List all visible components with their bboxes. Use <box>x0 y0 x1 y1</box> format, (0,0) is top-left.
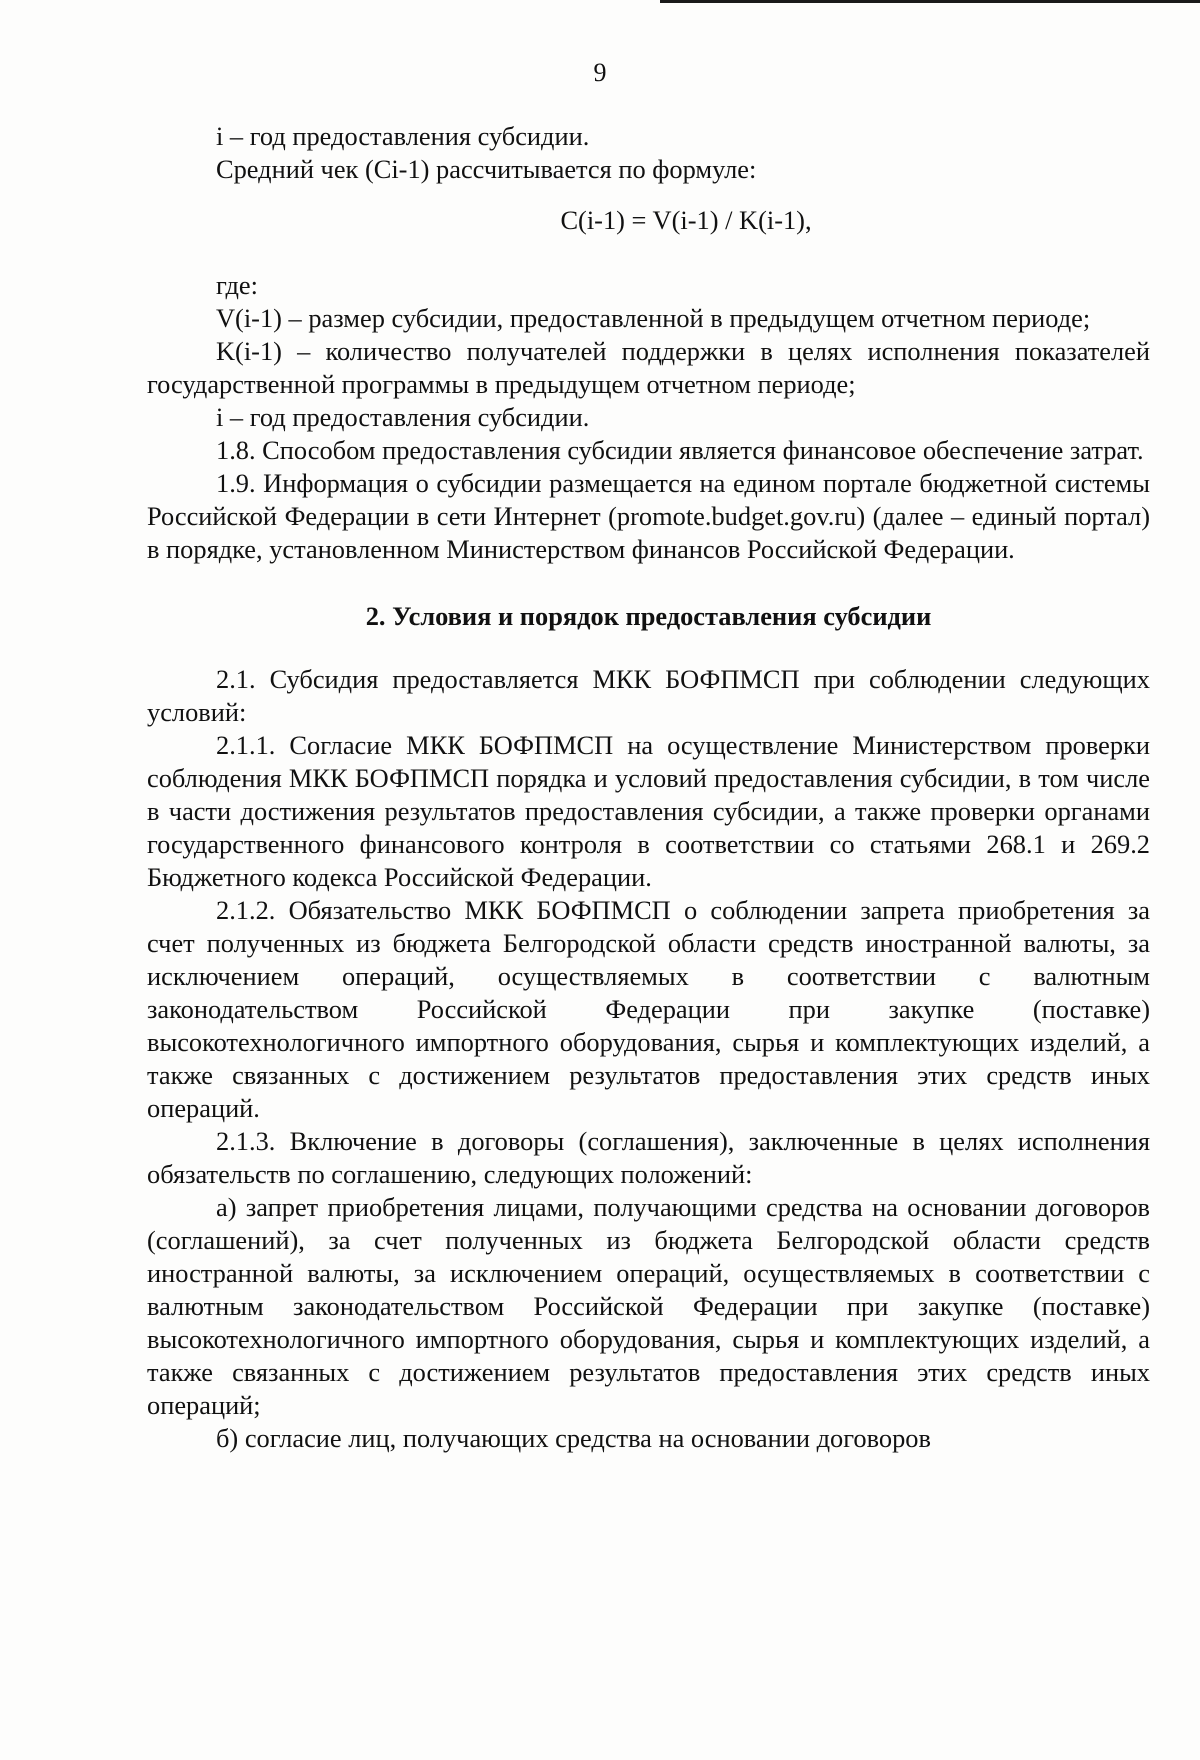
paragraph-year-definition: i – год предоставления субсидии. <box>216 121 590 151</box>
section-heading: 2. Условия и порядок предоставления субсидии <box>365 601 932 631</box>
paragraph-v-definition: V(i-1) – размер субсидии, предоставленной в предыдущем отчетном периоде; <box>216 303 1091 333</box>
page-number: 9 <box>593 58 607 87</box>
paragraph-2-1-1: 2.1.1. Согласие МКК БОФПМСП на осуществление Министерством проверки соблюдения МКК БОФПМСП порядка и условий предоставления субсидии, в том числе в части достижения результатов предоставления субсидии, а также проверки органами государственного финансового контроля в соответствии со статьями 268.1 и 269.2 Бюджетного кодекса Российской Федерации. <box>147 730 1150 892</box>
paragraph-2-1: 2.1. Субсидия предоставляется МКК БОФПМСП при соблюдении следующих условий: <box>147 664 1150 727</box>
paragraph-average-check-intro: Средний чек (Ci-1) рассчитывается по формуле: <box>216 154 757 184</box>
paragraph-2-1-3-b: б) согласие лиц, получающих средства на основании договоров <box>216 1423 931 1453</box>
paragraph-2-1-3-a: а) запрет приобретения лицами, получающими средства на основании договоров (соглашений), за счет полученных из бюджета Белгородской области средств иностранной валюты, за исключением операций, осуществляемых в соответствии с валютным законодательством Российской Федерации при закупке (поставке) высокотехнологичного импортного оборудования, сырья и комплектующих изделий, а также связанных с достижением результатов предоставления этих средств иных операций; <box>147 1192 1150 1420</box>
paragraph-i-definition: i – год предоставления субсидии. <box>216 402 590 432</box>
scan-top-edge-line <box>660 0 1200 3</box>
document-body <box>147 120 1150 1455</box>
paragraph-2-1-2: 2.1.2. Обязательство МКК БОФПМСП о соблюдении запрета приобретения за счет полученных из бюджета Белгородской области средств иностранной валюты, за исключением операций, осуществляемых в соответствии с валютным законодательством Российской Федерации при закупке (поставке) высокотехнологичного импортного оборудования, сырья и комплектующих изделий, а также связанных с достижением результатов предоставления этих средств иных операций. <box>147 895 1150 1123</box>
formula: C(i-1) = V(i-1) / K(i-1), <box>560 205 812 235</box>
paragraph-2-1-3: 2.1.3. Включение в договоры (соглашения), заключенные в целях исполнения обязательств по соглашению, следующих положений: <box>147 1126 1150 1189</box>
paragraph-1-8: 1.8. Способом предоставления субсидии является финансовое обеспечение затрат. <box>216 435 1144 465</box>
paragraph-k-definition: K(i-1) – количество получателей поддержки в целях исполнения показателей государственной программы в предыдущем отчетном периоде; <box>147 336 1150 399</box>
paragraph-1-9: 1.9. Информация о субсидии размещается на едином портале бюджетной системы Российской Федерации в сети Интернет (promote.budget.gov.ru) (далее – единый портал) в порядке, установленном Министерством финансов Российской Федерации. <box>147 468 1150 564</box>
paragraph-where: где: <box>216 270 258 300</box>
